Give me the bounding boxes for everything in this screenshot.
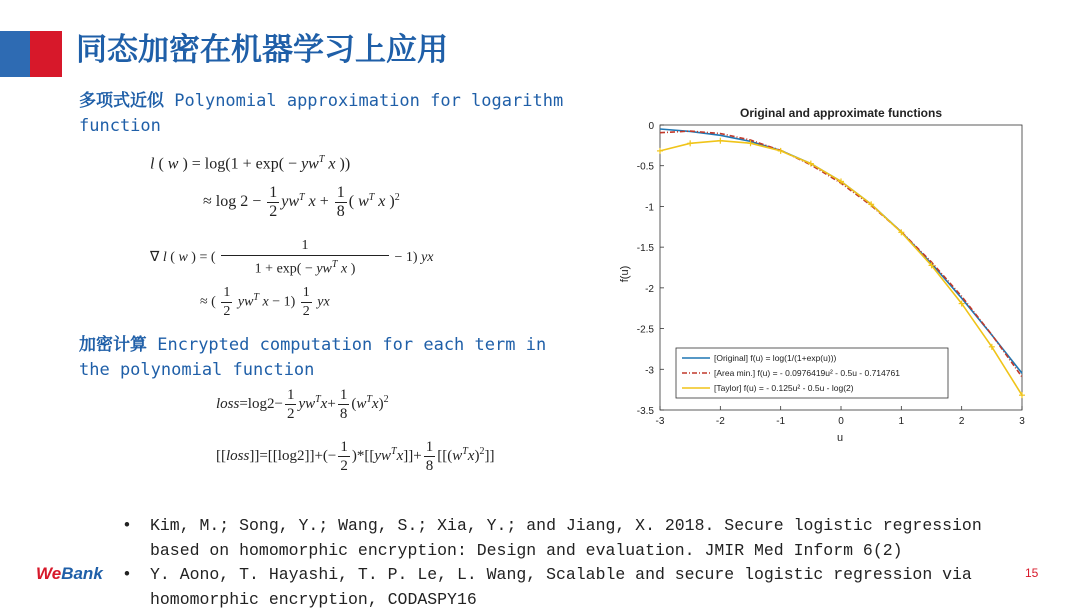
equation-gradient: ∇ l ( w ) = ( $\frac{1}{1 + \exp( - yw^T x )}$ − 1) yx bbox=[150, 238, 434, 277]
y-tick-label: 0 bbox=[648, 121, 654, 132]
legend-label: [Taylor] f(u) = - 0.125u² - 0.5u - log(2) bbox=[714, 383, 854, 393]
accent-bar-red bbox=[30, 31, 62, 77]
x-tick-label: -2 bbox=[715, 416, 725, 427]
x-tick-label: -1 bbox=[776, 416, 786, 427]
chart-title: Original and approximate functions bbox=[739, 106, 943, 120]
approximation-chart bbox=[618, 98, 1038, 448]
section-heading-en: Encrypted computation for each term in bbox=[157, 335, 547, 355]
logo-we: We bbox=[36, 564, 62, 583]
reference-item bbox=[122, 514, 1022, 563]
y-tick-label: -1 bbox=[645, 202, 654, 214]
x-tick-label: 2 bbox=[958, 416, 965, 427]
x-tick-label: 1 bbox=[898, 416, 905, 427]
section-heading-en-cont: function bbox=[79, 116, 161, 136]
reference-line: homomorphic encryption, CODASPY16 bbox=[150, 589, 477, 609]
section-heading-approximation bbox=[79, 89, 563, 139]
equation-gradient-approx: ≈ ( $\frac{1}{2}$ $yw^T$ x − 1) $\frac{1}{2}$ yx bbox=[200, 285, 330, 319]
reference-item bbox=[122, 563, 1022, 612]
reference-line: Y. Aono, T. Hayashi, T. P. Le, L. Wang, Scalable and secure logistic regression via bbox=[150, 565, 972, 584]
section-heading-en-cont: the polynomial function bbox=[79, 360, 315, 380]
legend-label: [Original] f(u) = log(1/(1+exp(u))) bbox=[714, 353, 837, 363]
y-tick-label: -2 bbox=[645, 283, 654, 295]
section-heading-encrypted bbox=[79, 333, 546, 383]
reference-line: Kim, M.; Song, Y.; Wang, S.; Xia, Y.; and Jiang, X. 2018. Secure logistic regression bbox=[150, 516, 982, 535]
x-tick-label: 0 bbox=[838, 416, 844, 427]
chart-ylabel: f(u) bbox=[619, 265, 631, 283]
equation-loss-definition: l ( w ) = $\log(1 + \exp( - yw^T$ x )) bbox=[150, 154, 351, 173]
webank-logo bbox=[36, 564, 103, 584]
bullet-icon: • bbox=[122, 516, 132, 535]
section-heading-cn: 多项式近似 bbox=[79, 91, 164, 111]
y-tick-label: -3 bbox=[645, 365, 654, 377]
chart-xlabel: u bbox=[836, 432, 844, 444]
section-heading-en: Polynomial approximation for logarithm bbox=[174, 91, 564, 111]
accent-bar-blue bbox=[0, 31, 30, 77]
section-heading-cn: 加密计算 bbox=[79, 335, 147, 355]
equation-loss-plain: loss=log2− $\frac{1}{2}$ $yw^Tx+$ $\frac{1}{8}$ $(w^Tx)^2$ bbox=[216, 387, 389, 422]
page-number: 15 bbox=[1025, 566, 1039, 580]
logo-bank: Bank bbox=[61, 564, 103, 583]
y-tick-label: -3.5 bbox=[636, 406, 654, 417]
equation-loss-encrypted: [[loss]]=[[log2]]+(− $\frac{1}{2}$ )$*[[yw^Tx]]+$ $\frac{1}{8}$ $[[(w^Tx)^2]]$ bbox=[216, 439, 495, 474]
y-tick-label: -0.5 bbox=[636, 161, 654, 173]
x-tick-label: 3 bbox=[1019, 416, 1025, 427]
references-list bbox=[122, 514, 1022, 612]
bullet-icon: • bbox=[122, 565, 132, 584]
x-tick-label: -3 bbox=[655, 416, 665, 427]
y-tick-label: -2.5 bbox=[636, 324, 654, 336]
legend-label: [Area min.] f(u) = - 0.0976419u² - 0.5u - 0.714761 bbox=[714, 368, 900, 378]
page-title: 同态加密在机器学习上应用 bbox=[76, 32, 448, 68]
y-tick-label: -1.5 bbox=[636, 243, 654, 255]
equation-taylor-approx: ≈ log 2 − $\frac{1}{2}$ $yw^T$ x + $\frac{1}{8}$ ( $w^T$ x )$^2$ bbox=[203, 184, 400, 220]
reference-line: based on homomorphic encryption: Design and evaluation. JMIR Med Inform 6(2) bbox=[150, 540, 903, 560]
